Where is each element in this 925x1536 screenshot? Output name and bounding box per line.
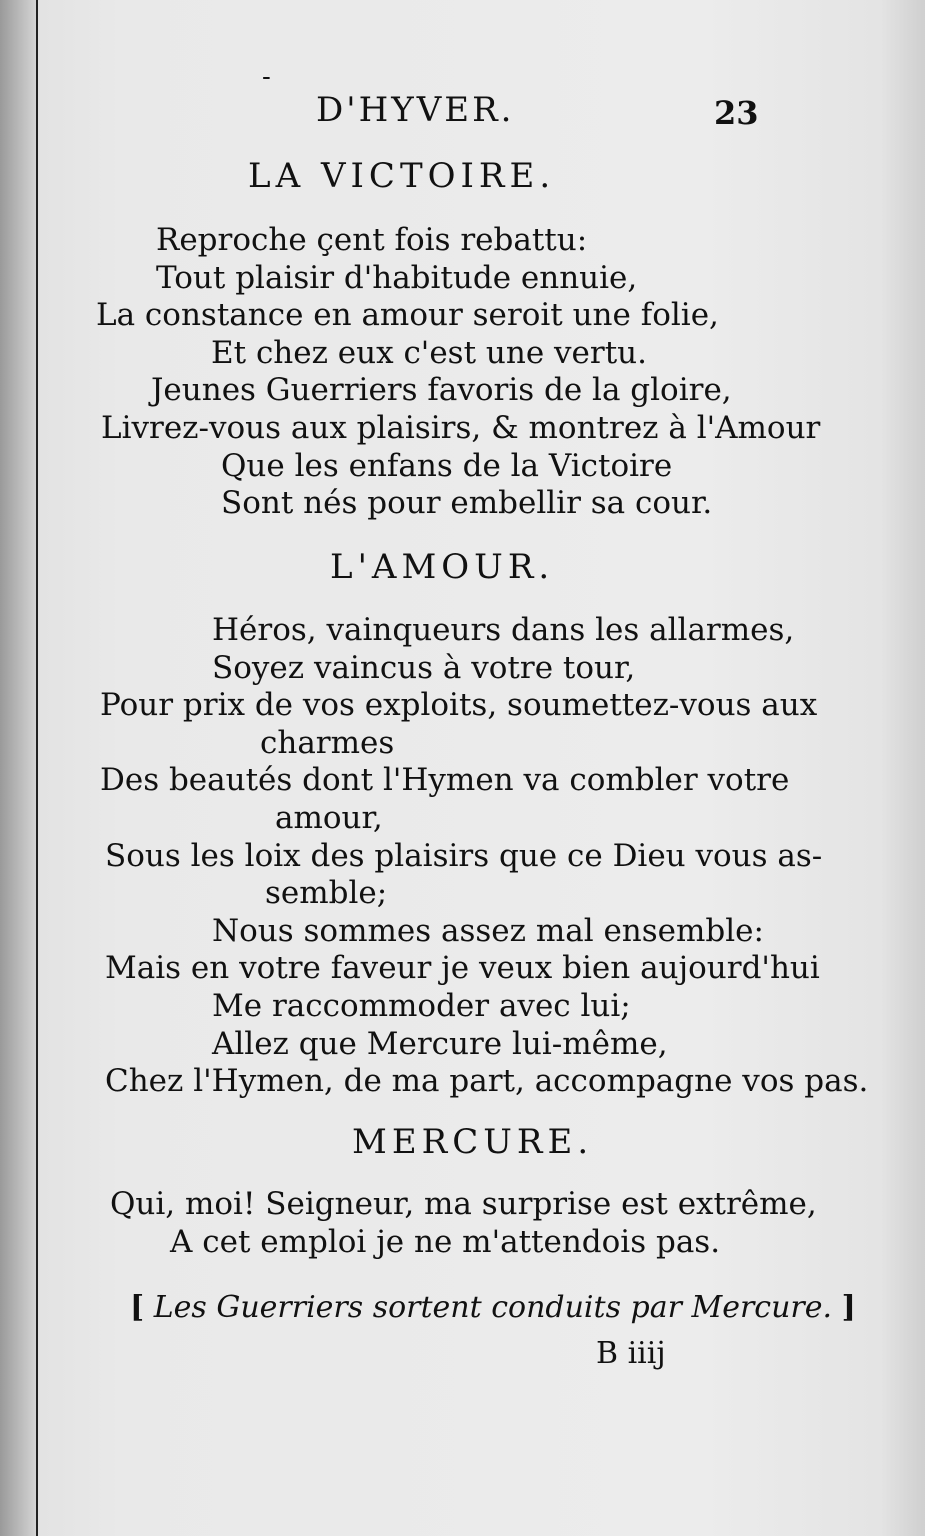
page-gutter-edge <box>36 0 38 1536</box>
running-head: D'HYVER. <box>316 90 515 130</box>
verse-line: Sont nés pour embellir sa cour. <box>221 485 713 522</box>
verse-line: Livrez-vous aux plaisirs, & montrez à l'Amour <box>101 409 821 446</box>
heading-l-amour: L'AMOUR. <box>330 547 555 587</box>
stage-bracket-open: [ <box>130 1290 145 1325</box>
verse-line: La constance en amour seroit une folie, <box>96 297 719 334</box>
heading-mercure: MERCURE. <box>352 1122 594 1162</box>
verse-line: amour, <box>275 799 383 836</box>
verse-line: Mais en votre faveur je veux bien aujourd'hui <box>105 950 820 987</box>
verse-line: Nous sommes assez mal ensemble: <box>212 912 764 949</box>
page-number: 23 <box>714 94 759 132</box>
stage-bracket-close: ] <box>841 1290 856 1325</box>
verse-mercure <box>110 1186 817 1261</box>
heading-la-victoire: LA VICTOIRE. <box>248 156 556 196</box>
verse-line: Chez l'Hymen, de ma part, accompagne vos pas. <box>105 1063 869 1100</box>
verse-line: Sous les loix des plaisirs que ce Dieu vous as- <box>105 837 823 874</box>
verse-line: A cet emploi je ne m'attendois pas. <box>170 1223 721 1260</box>
verse-line: Pour prix de vos exploits, soumettez-vous aux <box>100 687 818 724</box>
top-dash: - <box>262 62 271 92</box>
verse-line: semble; <box>265 875 388 912</box>
verse-line: Me raccommoder avec lui; <box>212 987 631 1024</box>
stage-direction <box>130 1290 856 1325</box>
verse-line: Jeunes Guerriers favoris de la gloire, <box>151 372 732 409</box>
verse-line: Allez que Mercure lui-même, <box>212 1025 668 1062</box>
verse-la-victoire <box>96 222 821 523</box>
signature-mark: B iiij <box>596 1336 666 1371</box>
verse-line: Et chez eux c'est une vertu. <box>211 334 647 371</box>
verse-line: Héros, vainqueurs dans les allarmes, <box>212 612 795 648</box>
stage-direction-text: Les Guerriers sortent conduits par Mercure. <box>153 1290 833 1325</box>
verse-line: Soyez vaincus à votre tour, <box>212 649 636 686</box>
verse-line: Tout plaisir d'habitude ennuie, <box>156 259 638 296</box>
verse-line: Que les enfans de la Victoire <box>221 447 673 484</box>
verse-line: Qui, moi! Seigneur, ma surprise est extrême, <box>110 1186 817 1222</box>
verse-line: Des beautés dont l'Hymen va combler votre <box>100 762 790 799</box>
page-gutter-shadow <box>0 0 36 1536</box>
verse-line: charmes <box>260 724 395 761</box>
verse-line: Reproche çent fois rebattu: <box>156 222 588 258</box>
verse-l-amour <box>100 612 869 1101</box>
